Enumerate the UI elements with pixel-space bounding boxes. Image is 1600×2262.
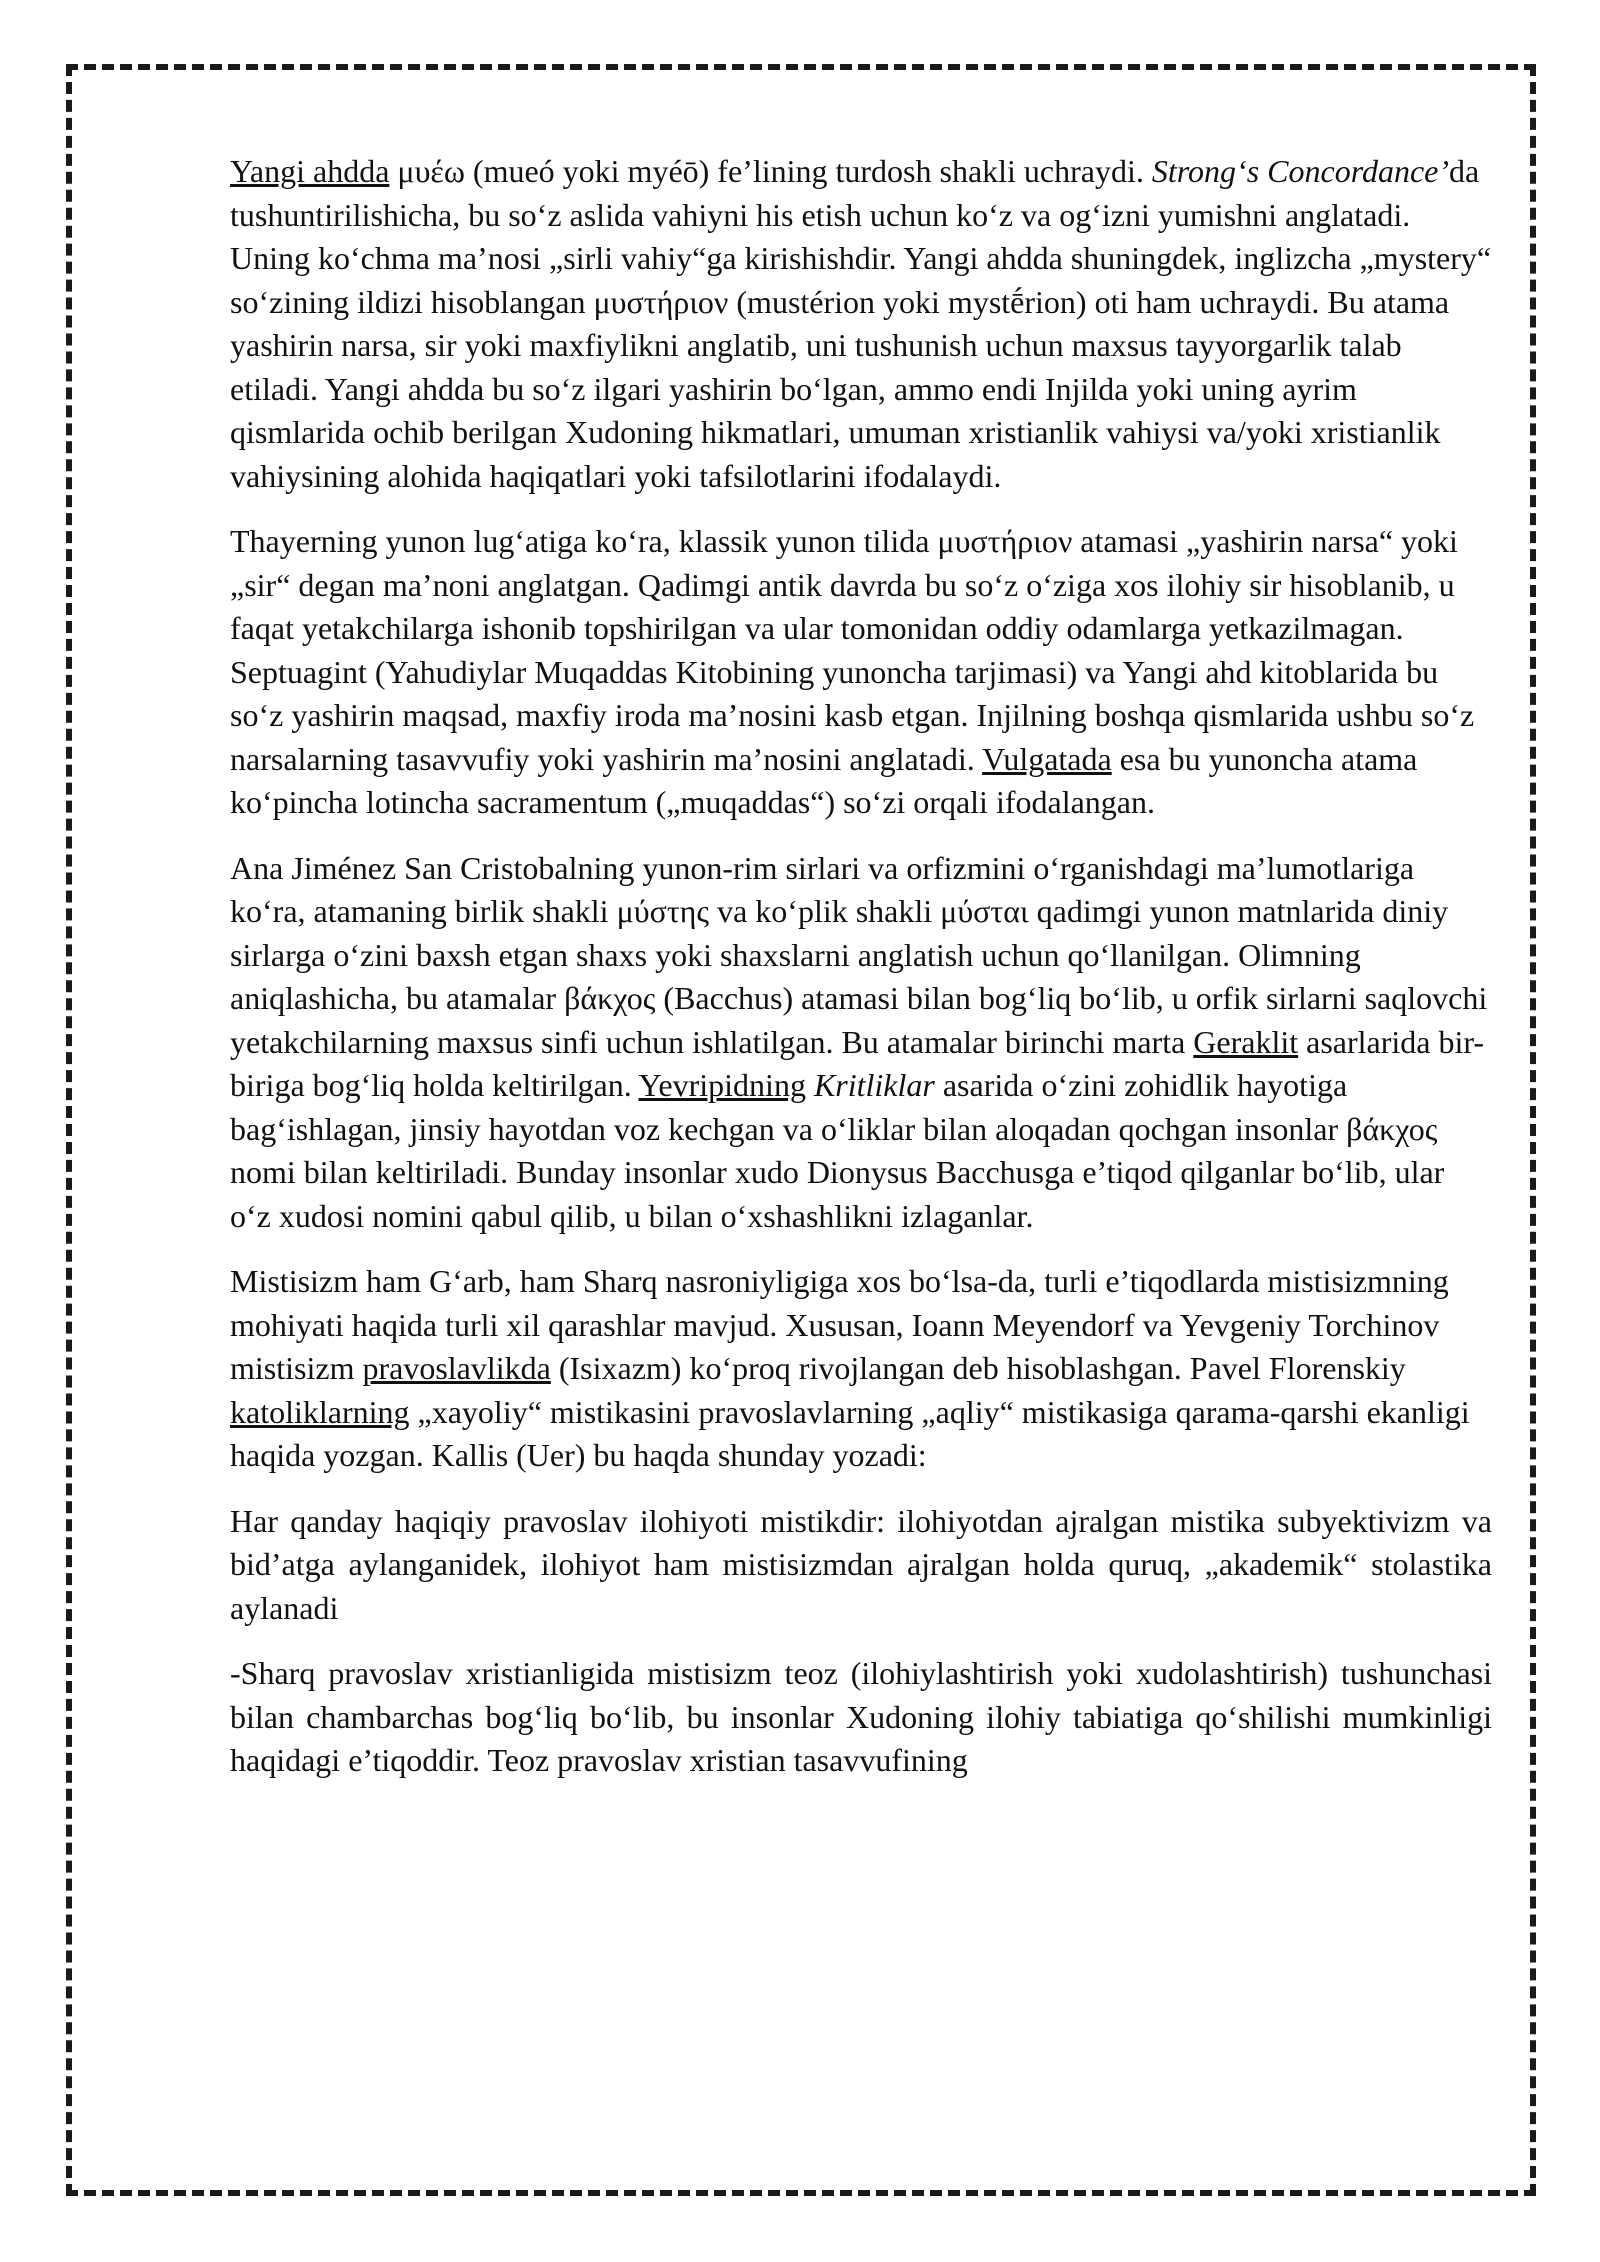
text-span: asarlarida bir-biriga bog‘liq holda keltirilgan. — [230, 1023, 1485, 1103]
quote-paragraph — [230, 1500, 1492, 1631]
link-pravoslavlikda[interactable]: pravoslavlikda — [362, 1350, 551, 1386]
text-span: -Sharq pravoslav xristianligida mistisizm teoz (ilohiylashtirish yoki xudolashtirish) tushunchasi bilan chambarchas bog‘liq bo‘lib, bu insonlar Xudoning ilohiy tabiatiga qo‘shilishi mumkinligi haqidagi e’tiqoddir. Teoz pravoslav xristian tasavvufining — [230, 1655, 1492, 1778]
paragraph-4 — [230, 1260, 1492, 1478]
text-span: (Isixazm) ko‘proq rivojlangan deb hisoblashgan. Pavel Florenskiy — [550, 1350, 1406, 1386]
text-span: da tushuntirilishicha, bu so‘z aslida vahiyni his etish uchun ko‘z va og‘izni yumishni anglatadi. Uning ko‘chma ma’nosi „sirli vahiy“ga kirishishdir. Yangi ahdda shuningdek, inglizcha „mystery“ so‘zining ildizi hisoblangan μυστήριον (mustérion yoki mystḗrion) oti ham uchraydi. Bu atama yashirin narsa, sir yoki maxfiylikni anglatib, uni tushunish uchun maxsus tayyorgarlik talab etiladi. Yangi ahdda bu so‘z ilgari yashirin bo‘lgan, ammo endi Injilda yoki uning ayrim qismlarida ochib berilgan Xudoning hikmatlari, umuman xristianlik vahiysi va/yoki xristianlik vahiysining alohida haqiqatlari yoki tafsilotlarini ifodalaydi. — [230, 153, 1492, 494]
italic-title: Kritliklar — [813, 1067, 935, 1103]
text-span: Har qanday haqiqiy pravoslav ilohiyoti mistikdir: ilohiyotdan ajralgan mistika subyektivizm va bid’atga aylanganidek, ilohiyot ham mistisizmdan ajralgan holda quruq, „akademik“ stolastika aylanadi — [230, 1502, 1492, 1626]
paragraph-2 — [230, 520, 1492, 825]
link-yangi-ahdda[interactable]: Yangi ahdda — [230, 153, 390, 189]
text-span: „xayoliy“ mistikasini pravoslavlarning „aqliy“ mistikasiga qarama-qarshi ekanligi haqida yozgan. Kallis (Uer) bu haqda shunday yozadi: — [230, 1393, 1470, 1473]
link-vulgatada[interactable]: Vulgatada — [982, 740, 1112, 777]
text-span: Ana Jiménez San Cristobalning yunon-rim sirlari va orfizmini o‘rganishdagi ma’lumotlariga ko‘ra, atamaning birlik shakli μύστης va ko‘plik shakli μύσται qadimgi yunon matnlarida diniy sirlarga o‘zini baxsh etgan shaxs yoki shaxslarni anglatish uchun qo‘llanilgan. Olimning aniqlashicha, bu atamalar βάκχος (Bacchus) atamasi bilan bog‘liq bo‘lib, u orfik sirlarni saqlovchi yetakchilarning maxsus sinfi uchun ishlatilgan. Bu atamalar birinchi marta — [230, 849, 1488, 1060]
text-span — [806, 1067, 814, 1103]
document-body — [230, 150, 1492, 1805]
text-span: Mistisizm ham G‘arb, ham Sharq nasroniyligiga xos bo‘lsa-da, turli e’tiqodlarda mistisizmning mohiyati haqida turli xil qarashlar mavjud. Xususan, Ioann Meyendorf va Yevgeniy Torchinov mistisizm — [230, 1263, 1449, 1386]
paragraph-1 — [230, 150, 1492, 498]
paragraph-3 — [230, 847, 1492, 1239]
link-yevripidning[interactable]: Yevripidning — [638, 1067, 806, 1103]
italic-title: Strong‘s Concordance’ — [1151, 153, 1450, 189]
link-geraklit[interactable]: Geraklit — [1193, 1023, 1299, 1060]
text-span: asarida o‘zini zohidlik hayotiga bag‘ishlagan, jinsiy hayotdan voz kechgan va o‘liklar bilan aloqadan qochgan insonlar βάκχος nomi bilan keltiriladi. Bunday insonlar xudo Dionysus Bacchusga e’tiqod qilganlar bo‘lib, ular o‘z xudosi nomini qabul qilib, u bilan o‘xshashlikni izlaganlar. — [230, 1067, 1445, 1234]
text-span: Thayerning yunon lug‘atiga ko‘ra, klassik yunon tilida μυστήριον atamasi „yashirin narsa“ yoki „sir“ degan ma’noni anglatgan. Qadimgi antik davrda bu so‘z o‘ziga xos ilohiy sir hisoblanib, u faqat yetakchilarga ishonib topshirilgan va ular tomonidan oddiy odamlarga yetkazilmagan. Septuagint (Yahudiylar Muqaddas Kitobining yunoncha tarjimasi) va Yangi ahd kitoblarida bu so‘z yashirin maqsad, maxfiy iroda ma’nosini kasb etgan. Injilning boshqa qismlarida ushbu so‘z narsalarning tasavvufiy yoki yashirin ma’nosini anglatadi. — [230, 523, 1475, 777]
text-span: esa bu yunoncha atama ko‘pincha lotincha sacramentum („muqaddas“) so‘zi orqali ifodalangan. — [230, 740, 1418, 820]
link-katoliklarning[interactable]: katoliklarning — [230, 1393, 410, 1430]
text-span: μυέω (mueó yoki myéō) fe’lining turdosh shakli uchraydi. — [389, 153, 1152, 189]
paragraph-6 — [230, 1652, 1492, 1783]
